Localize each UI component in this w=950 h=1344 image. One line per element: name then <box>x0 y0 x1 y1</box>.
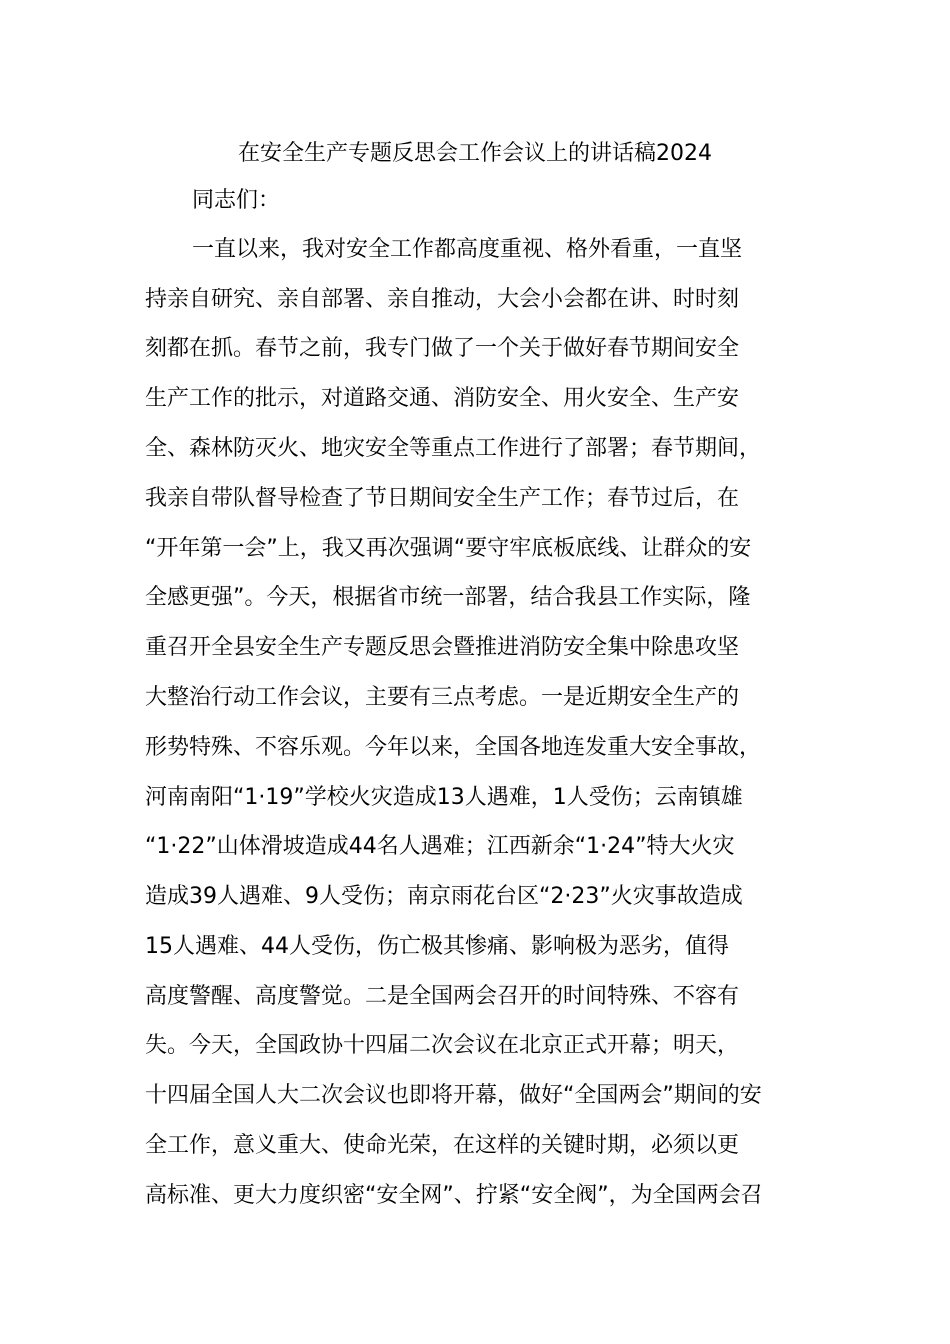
body-line: 刻都在抓。春节之前，我专门做了一个关于做好春节期间安全 <box>145 336 740 361</box>
body-line: 15人遇难、44人受伤，伤亡极其惨痛、影响极为恶劣，值得 <box>145 934 729 959</box>
body-line: 高度警醒、高度警觉。二是全国两会召开的时间特殊、不容有 <box>145 984 740 1009</box>
body-line: “开年第一会”上，我又再次强调“要守牢底板底线、让群众的安 <box>145 536 752 561</box>
body-line: 全、森林防灭火、地灾安全等重点工作进行了部署；春节期间， <box>145 436 762 461</box>
body-line: 十四届全国人大二次会议也即将开幕，做好“全国两会”期间的安 <box>145 1083 762 1108</box>
body-line: 失。今天，全国政协十四届二次会议在北京正式开幕；明天， <box>145 1033 740 1058</box>
body-line: 持亲自研究、亲自部署、亲自推动，大会小会都在讲、时时刻 <box>145 287 740 312</box>
salutation: 同志们： <box>192 188 281 213</box>
body-line: 我亲自带队督导检查了节日期间安全生产工作；春节过后，在 <box>145 486 740 511</box>
body-line: 一直以来，我对安全工作都高度重视、格外看重，一直坚 <box>192 237 743 262</box>
body-line: 重召开全县安全生产专题反思会暨推进消防安全集中除患攻坚 <box>145 635 740 660</box>
body-line: 大整治行动工作会议，主要有三点考虑。一是近期安全生产的 <box>145 685 740 710</box>
body-line: 生产工作的批示，对道路交通、消防安全、用火安全、生产安 <box>145 386 740 411</box>
body-line: 形势特殊、不容乐观。今年以来，全国各地连发重大安全事故， <box>145 735 762 760</box>
document-title: 在安全生产专题反思会工作会议上的讲话稿2024 <box>238 141 712 166</box>
body-line: 河南南阳“1·19”学校火灾造成13人遇难，1人受伤；云南镇雄 <box>145 785 743 810</box>
body-line: “1·22”山体滑坡造成44名人遇难；江西新余“1·24”特大火灾 <box>145 834 735 859</box>
body-line: 全工作，意义重大、使命光荣，在这样的关键时期，必须以更 <box>145 1133 740 1158</box>
body-line: 造成39人遇难、9人受伤；南京雨花台区“2·23”火灾事故造成 <box>145 884 743 909</box>
body-line: 高标准、更大力度织密“安全网”、拧紧“安全阀”，为全国两会召 <box>145 1183 763 1208</box>
body-line: 全感更强”。今天，根据省市统一部署，结合我县工作实际，隆 <box>145 585 751 610</box>
